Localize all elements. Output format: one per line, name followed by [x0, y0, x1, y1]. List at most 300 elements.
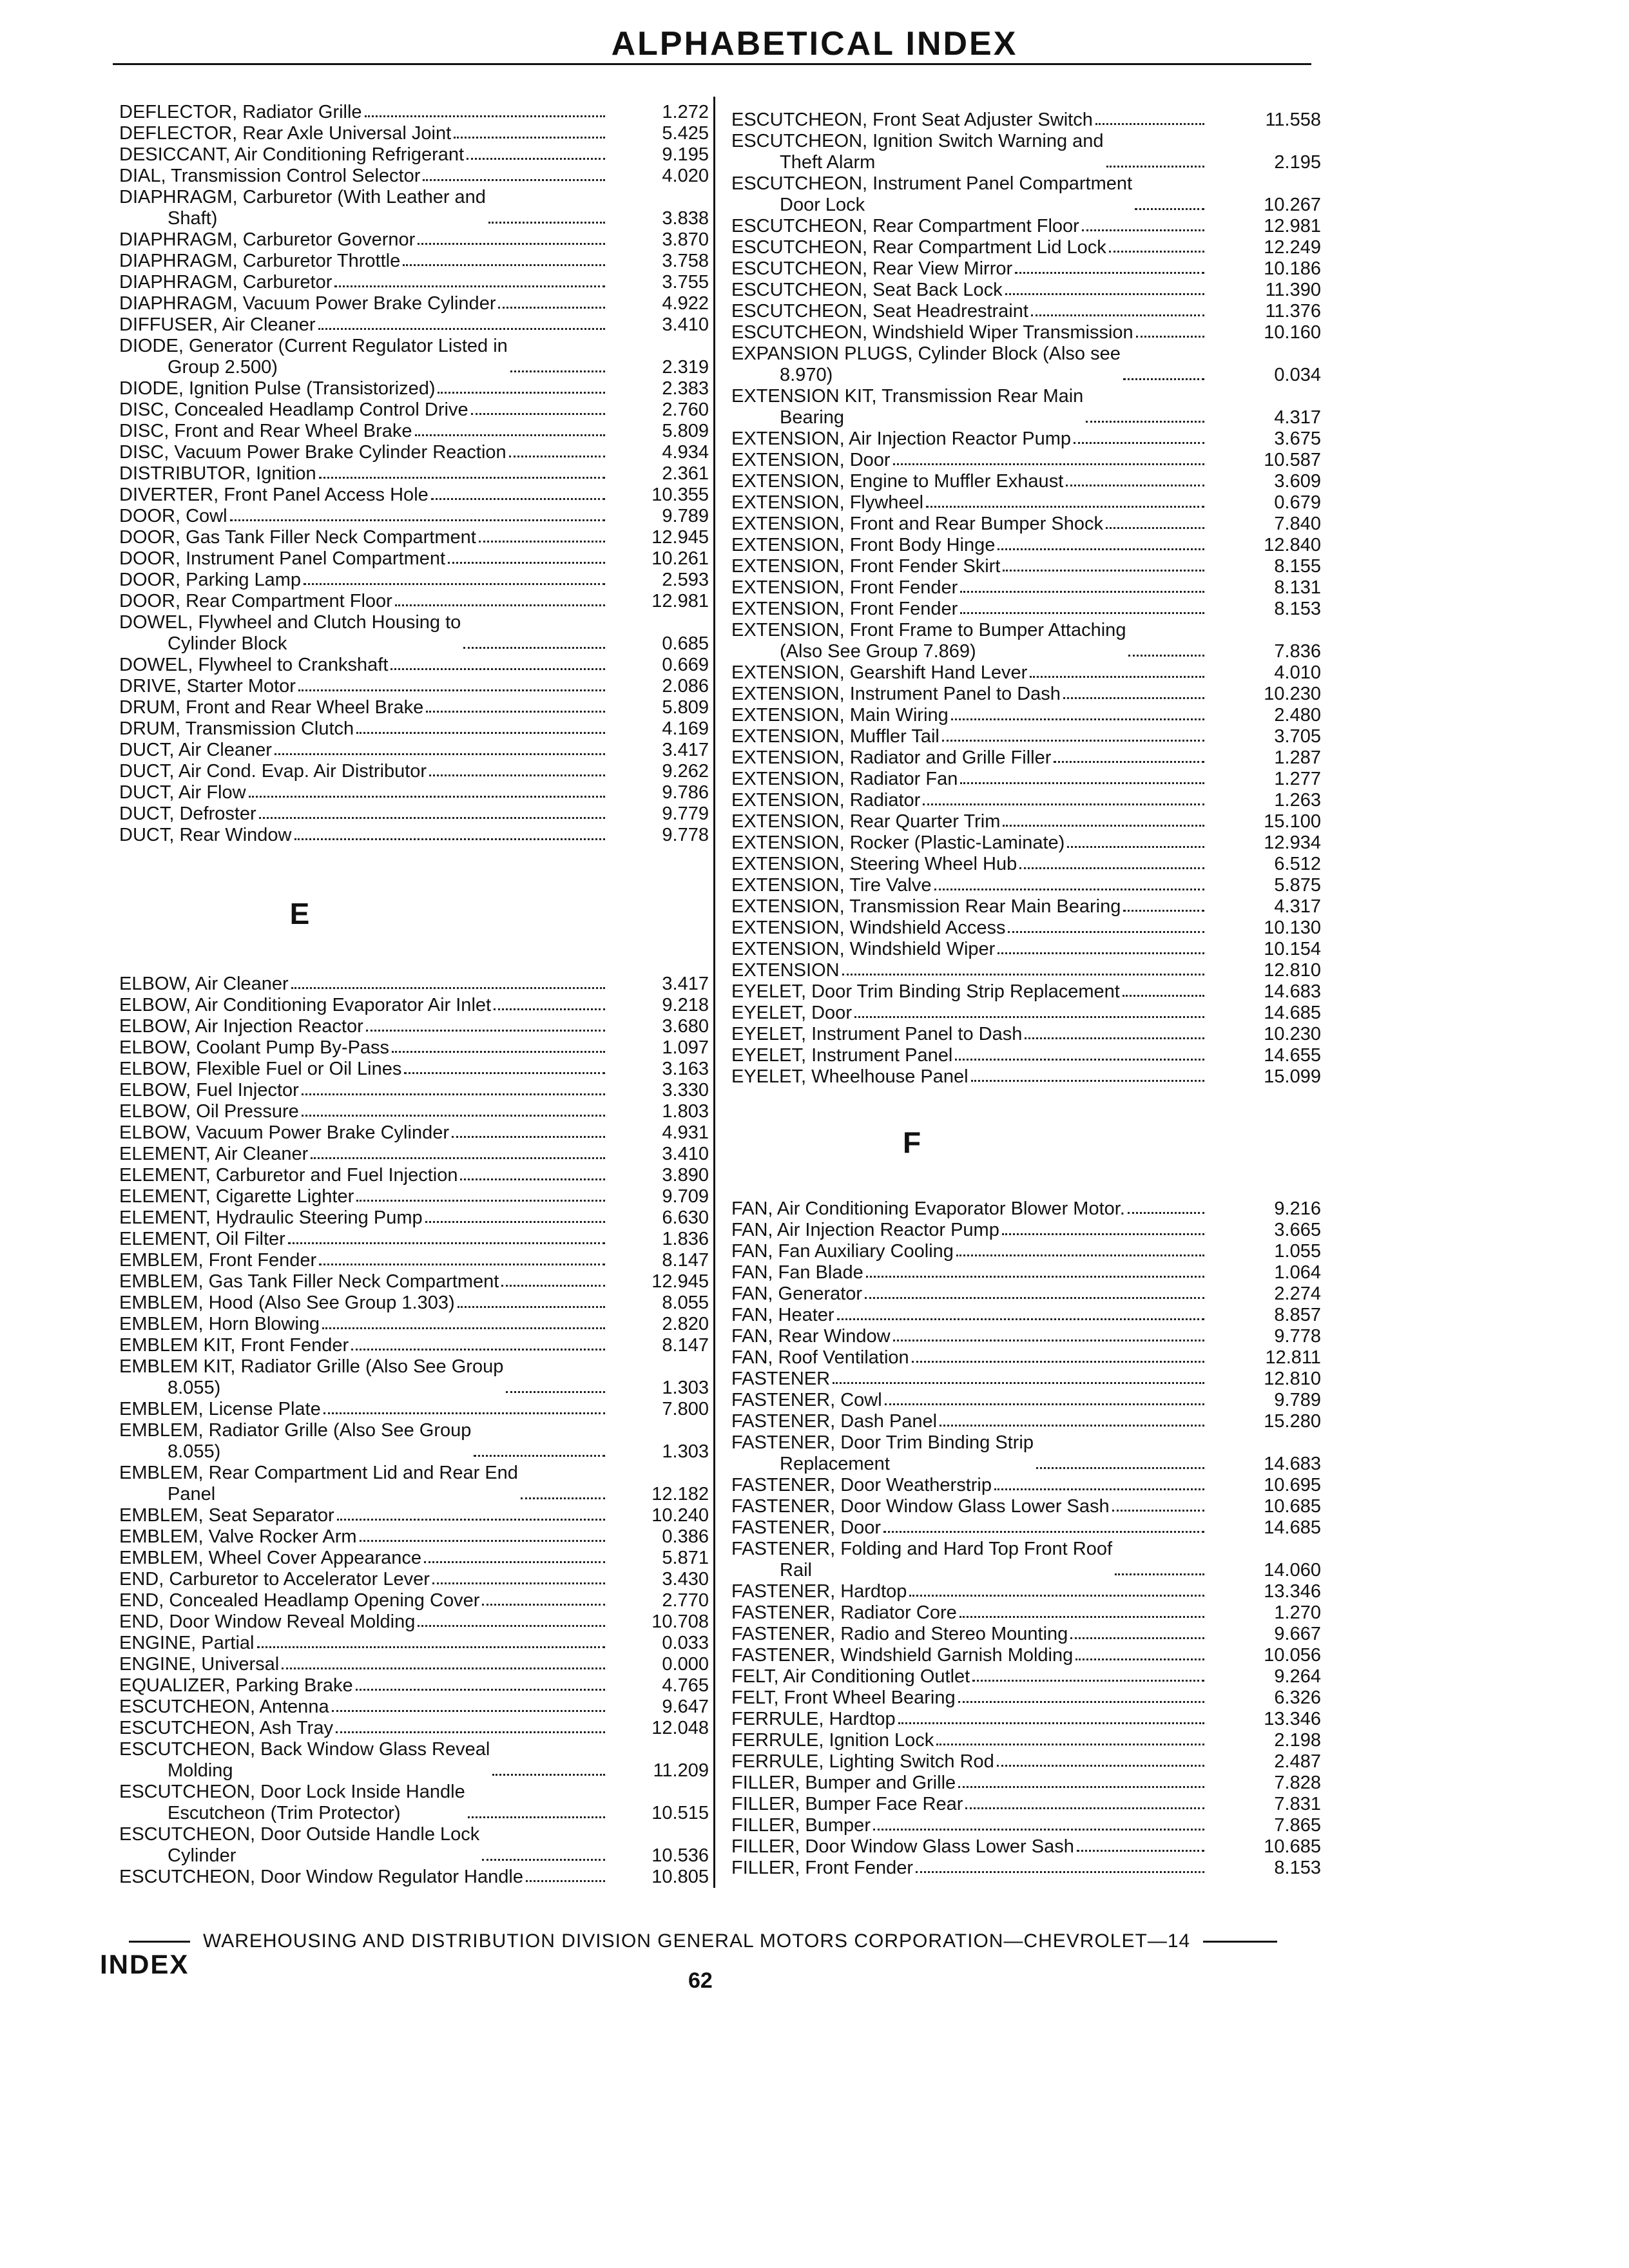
entry-name	[119, 314, 316, 336]
index-entry	[731, 1815, 1321, 1836]
group-number: 10.056	[1264, 1645, 1321, 1666]
entry-name-line: DUCT, Rear Window	[119, 825, 292, 845]
dot-leader	[337, 1519, 605, 1521]
entry-name-line: FAN, Fan Auxiliary Cooling	[731, 1241, 954, 1262]
entry-name	[731, 1602, 957, 1624]
index-entry	[119, 1016, 709, 1037]
index-entry	[731, 1024, 1321, 1045]
entry-name-line: EXTENSION, Instrument Panel to Dash	[731, 684, 1061, 704]
group-number: 4.020	[662, 166, 709, 186]
entry-name-line: EXTENSION, Steering Wheel Hub	[731, 854, 1017, 874]
index-entry	[731, 1283, 1321, 1305]
entry-name	[731, 854, 1017, 875]
entry-name	[119, 1463, 518, 1505]
group-number: 6.512	[1274, 854, 1321, 874]
group-number: 10.160	[1264, 322, 1321, 343]
dot-leader	[521, 1497, 605, 1499]
dot-leader	[319, 1264, 605, 1265]
dot-leader	[432, 1582, 605, 1584]
entry-name	[119, 144, 464, 166]
entry-name-line: FAN, Roof Ventilation	[731, 1347, 909, 1368]
group-number: 9.789	[1274, 1390, 1321, 1410]
index-entry	[731, 1390, 1321, 1411]
entry-name	[119, 102, 362, 123]
dot-leader	[854, 1016, 1204, 1018]
group-number: 4.922	[662, 293, 709, 314]
index-entry	[119, 336, 709, 378]
group-number: 12.048	[651, 1718, 709, 1738]
entry-name-line: DISC, Concealed Headlamp Control Drive	[119, 399, 468, 420]
group-number: 15.099	[1264, 1066, 1321, 1087]
index-entry	[731, 790, 1321, 811]
entry-name	[731, 450, 891, 471]
index-entry	[731, 110, 1321, 131]
index-entry	[119, 506, 709, 527]
entry-name-line: EXTENSION, Engine to Muffler Exhaust	[731, 471, 1064, 492]
entry-name	[731, 1198, 1125, 1220]
entry-name	[119, 1250, 316, 1271]
dot-leader	[294, 838, 606, 840]
group-number: 10.805	[651, 1867, 709, 1887]
entry-name-line: ELEMENT, Hydraulic Steering Pump	[119, 1207, 423, 1228]
index-entry	[119, 1548, 709, 1569]
dot-leader	[916, 1871, 1204, 1873]
entry-name	[731, 1045, 952, 1066]
entry-name-line: DISC, Front and Rear Wheel Brake	[119, 421, 412, 441]
dot-leader	[1003, 825, 1204, 827]
entry-name-line: FASTENER, Radio and Stereo Mounting	[731, 1624, 1068, 1644]
dot-leader	[885, 1403, 1204, 1405]
dot-leader	[1123, 910, 1204, 912]
entry-name	[731, 1687, 956, 1709]
dot-leader	[833, 1382, 1204, 1384]
dot-leader	[1031, 314, 1204, 316]
group-number: 0.669	[662, 655, 709, 675]
entry-name	[119, 803, 256, 825]
index-entry	[731, 769, 1321, 790]
entry-name-line: FILLER, Bumper and Grille	[731, 1773, 956, 1793]
entry-name	[731, 726, 940, 747]
index-entry	[119, 187, 709, 229]
dot-leader	[298, 689, 605, 691]
entry-name-continuation: Shaft)	[168, 208, 218, 229]
group-number: 9.778	[662, 825, 709, 845]
group-number: 9.218	[662, 995, 709, 1015]
group-number: 15.100	[1264, 811, 1321, 832]
group-number: 2.383	[662, 378, 709, 399]
entry-name-line: FERRULE, Lighting Switch Rod	[731, 1751, 994, 1772]
dot-leader	[1019, 867, 1204, 869]
dot-leader	[866, 1276, 1204, 1278]
entry-name	[731, 1024, 1022, 1045]
entry-name-line: END, Concealed Headlamp Opening Cover	[119, 1590, 480, 1611]
entry-name-line: ESCUTCHEON, Door Window Regulator Handle	[119, 1867, 523, 1887]
entry-name	[119, 378, 435, 399]
index-entry	[731, 216, 1321, 237]
entry-name	[119, 1420, 471, 1463]
group-number: 1.272	[662, 102, 709, 122]
spacer	[119, 846, 709, 896]
group-number: 5.875	[1274, 875, 1321, 896]
dot-leader	[322, 1327, 605, 1329]
index-entry	[731, 450, 1321, 471]
entry-name-line: ELBOW, Fuel Injector	[119, 1080, 299, 1100]
dot-leader	[492, 1774, 605, 1776]
entry-name	[119, 995, 491, 1016]
dot-leader	[940, 1425, 1204, 1427]
entry-name-line: FAN, Air Injection Reactor Pump	[731, 1220, 999, 1240]
index-entry	[119, 782, 709, 803]
entry-name-line: EXTENSION, Muffler Tail	[731, 726, 940, 747]
entry-name-line: DEFLECTOR, Radiator Grille	[119, 102, 362, 122]
dot-leader	[893, 1340, 1204, 1341]
entry-name-line: EXTENSION, Radiator Fan	[731, 769, 958, 789]
entry-name	[119, 1080, 299, 1101]
entry-name	[731, 662, 1027, 684]
dot-leader	[454, 137, 605, 139]
entry-name-line: EXTENSION, Front Fender	[731, 577, 958, 598]
index-entry	[731, 918, 1321, 939]
entry-name-line: ELEMENT, Cigarette Lighter	[119, 1186, 354, 1207]
group-number: 9.789	[662, 506, 709, 526]
group-number: 7.828	[1274, 1773, 1321, 1793]
dot-leader	[474, 1455, 605, 1457]
dot-leader	[1082, 229, 1204, 231]
entry-name-line: DRUM, Transmission Clutch	[119, 718, 354, 739]
group-number: 14.060	[1264, 1560, 1321, 1581]
index-entry	[119, 1867, 709, 1888]
index-entry	[731, 1347, 1321, 1369]
entry-name	[731, 1581, 907, 1602]
dot-leader	[467, 158, 605, 160]
group-number: 0.679	[1274, 492, 1321, 513]
spacer	[731, 1088, 1321, 1125]
entry-name-line: ESCUTCHEON, Rear Compartment Lid Lock	[731, 237, 1106, 258]
dot-leader	[1136, 336, 1204, 338]
dot-leader	[438, 392, 605, 394]
dot-leader	[482, 1859, 605, 1861]
entry-name	[119, 336, 508, 378]
group-number: 2.487	[1274, 1751, 1321, 1772]
entry-name	[731, 811, 1000, 832]
dot-leader	[965, 1807, 1204, 1809]
group-number: 12.810	[1264, 1369, 1321, 1389]
entry-name-line: EXTENSION, Flywheel	[731, 492, 924, 513]
dot-leader	[960, 612, 1204, 614]
index-entry	[731, 1858, 1321, 1879]
group-number: 5.809	[662, 421, 709, 441]
entry-name-line: FAN, Rear Window	[731, 1326, 891, 1347]
index-entry	[731, 1624, 1321, 1645]
dot-leader	[424, 1561, 605, 1563]
index-entry	[119, 995, 709, 1016]
index-entry	[119, 1144, 709, 1165]
entry-name-line: FASTENER, Door Window Glass Lower Sash	[731, 1496, 1110, 1517]
dot-leader	[1123, 378, 1204, 380]
entry-name	[119, 1101, 299, 1122]
index-entry	[731, 1045, 1321, 1066]
index-entry	[119, 1335, 709, 1356]
group-number: 4.765	[662, 1675, 709, 1696]
index-entry	[119, 527, 709, 548]
dot-leader	[418, 1625, 605, 1627]
dot-leader	[958, 1786, 1204, 1788]
dot-leader	[1074, 442, 1204, 444]
entry-name	[119, 1165, 458, 1186]
entry-name	[731, 1794, 963, 1815]
entry-name	[731, 131, 1104, 173]
entry-name	[731, 620, 1126, 662]
index-entry	[731, 896, 1321, 918]
group-number: 13.346	[1264, 1581, 1321, 1602]
group-number: 15.280	[1264, 1411, 1321, 1432]
dot-leader	[494, 1008, 605, 1010]
entry-name	[731, 1241, 954, 1262]
group-number: 9.667	[1274, 1624, 1321, 1644]
dot-leader	[509, 456, 605, 457]
entry-name-line: FASTENER, Folding and Hard Top Front Roof	[731, 1539, 1113, 1559]
entry-name-line: FASTENER, Radiator Core	[731, 1602, 957, 1623]
index-entry	[119, 442, 709, 463]
entry-name	[119, 1186, 354, 1207]
group-number: 11.209	[653, 1760, 709, 1781]
entry-name-line: DOOR, Gas Tank Filler Neck Compartment	[119, 527, 476, 548]
dot-leader	[1063, 697, 1204, 699]
entry-name	[119, 1229, 285, 1250]
entry-name	[731, 237, 1106, 258]
index-entry	[731, 1475, 1321, 1496]
dot-leader	[323, 1412, 605, 1414]
entry-name-line: ESCUTCHEON, Rear Compartment Floor	[731, 216, 1079, 236]
entry-name	[731, 173, 1132, 216]
entry-name	[119, 1739, 490, 1782]
dot-leader	[959, 1616, 1204, 1618]
entry-name	[731, 918, 1005, 939]
group-number: 1.270	[1274, 1602, 1321, 1623]
index-entry	[119, 1165, 709, 1186]
index-entry	[731, 173, 1321, 216]
entry-name	[119, 1867, 523, 1888]
index-entry	[731, 1517, 1321, 1539]
group-number: 1.277	[1274, 769, 1321, 789]
dot-leader	[482, 1604, 605, 1606]
entry-name-line: ELEMENT, Air Cleaner	[119, 1144, 309, 1164]
group-number: 8.857	[1274, 1305, 1321, 1325]
dot-leader	[282, 1667, 605, 1669]
entry-name	[731, 280, 1003, 301]
index-entry	[119, 1569, 709, 1590]
index-entry	[731, 1262, 1321, 1283]
entry-name	[119, 1122, 449, 1144]
group-number: 1.836	[662, 1229, 709, 1249]
group-number: 7.836	[1274, 641, 1321, 662]
dot-leader	[510, 370, 605, 372]
entry-name	[731, 1475, 992, 1496]
group-number: 9.262	[662, 761, 709, 782]
index-entry	[119, 1207, 709, 1229]
entry-name-line: ELBOW, Air Injection Reactor	[119, 1016, 363, 1037]
index-entry	[119, 1399, 709, 1420]
group-number: 9.786	[662, 782, 709, 803]
group-number: 2.770	[662, 1590, 709, 1611]
group-number: 0.685	[662, 633, 709, 654]
index-entry	[119, 1186, 709, 1207]
group-number: 9.709	[662, 1186, 709, 1207]
index-entry	[119, 1696, 709, 1718]
index-entry	[731, 832, 1321, 854]
entry-name-continuation: 8.970)	[780, 365, 833, 385]
index-entry	[119, 1271, 709, 1293]
index-entry	[731, 1751, 1321, 1773]
entry-name-line: DUCT, Air Cleaner	[119, 740, 272, 760]
group-number: 1.263	[1274, 790, 1321, 811]
dot-leader	[526, 1880, 605, 1882]
index-entry	[731, 322, 1321, 343]
entry-name-line: ESCUTCHEON, Door Lock Inside Handle	[119, 1782, 465, 1802]
group-number: 12.249	[1264, 237, 1321, 258]
entry-name-line: ELBOW, Air Conditioning Evaporator Air Inlet	[119, 995, 492, 1015]
index-entry	[119, 1824, 709, 1867]
group-number: 8.155	[1274, 556, 1321, 577]
dot-leader	[951, 718, 1204, 720]
entry-name	[119, 655, 388, 676]
dot-leader	[230, 519, 605, 521]
entry-name	[731, 110, 1093, 131]
entry-name-line: EXTENSION, Front Fender Skirt	[731, 556, 1001, 577]
group-number: 2.086	[662, 676, 709, 697]
group-number: 4.931	[662, 1122, 709, 1143]
group-number: 0.033	[662, 1633, 709, 1653]
group-number: 4.010	[1274, 662, 1321, 683]
index-entry	[731, 237, 1321, 258]
index-entry	[119, 1718, 709, 1739]
group-number: 3.417	[662, 974, 709, 994]
footer-dash-left	[129, 1941, 190, 1943]
group-number: 3.758	[662, 251, 709, 271]
entry-name-line: FASTENER, Windshield Garnish Molding	[731, 1645, 1074, 1666]
index-entry	[731, 343, 1321, 386]
dot-leader	[257, 1646, 606, 1648]
entry-name-line: DUCT, Air Flow	[119, 782, 246, 803]
group-number: 7.865	[1274, 1815, 1321, 1836]
entry-name	[731, 1347, 909, 1369]
entry-name	[731, 769, 958, 790]
group-number: 3.705	[1274, 726, 1321, 747]
group-number: 10.267	[1264, 195, 1321, 215]
group-number: 12.945	[651, 1271, 709, 1292]
index-entry	[731, 301, 1321, 322]
index-entry	[731, 1003, 1321, 1024]
group-number: 10.230	[1264, 1024, 1321, 1044]
entry-name-line: DRUM, Front and Rear Wheel Brake	[119, 697, 424, 718]
entry-name-continuation: Molding	[168, 1760, 233, 1781]
f-entries-list	[731, 1198, 1321, 1879]
group-number: 9.195	[662, 144, 709, 165]
entry-name	[119, 740, 272, 761]
entry-name-line: ESCUTCHEON, Door Outside Handle Lock	[119, 1824, 480, 1845]
group-number: 0.034	[1274, 365, 1321, 385]
index-entry	[731, 1666, 1321, 1687]
entry-name-line: DUCT, Air Cond. Evap. Air Distributor	[119, 761, 427, 782]
group-number: 4.934	[662, 442, 709, 463]
group-number: 14.683	[1264, 1454, 1321, 1474]
group-number: 14.685	[1264, 1003, 1321, 1023]
index-entry	[731, 1432, 1321, 1475]
entry-name	[119, 974, 289, 995]
dot-leader	[395, 604, 605, 606]
index-entry	[731, 280, 1321, 301]
section-letter-e: E	[289, 897, 310, 930]
entry-name	[731, 875, 932, 896]
entry-name-line: ESCUTCHEON, Back Window Glass Reveal	[119, 1739, 490, 1760]
entry-name-line: DISTRIBUTOR, Ignition	[119, 463, 316, 484]
group-number: 9.264	[1274, 1666, 1321, 1687]
e-entries-list	[119, 974, 709, 1888]
dot-leader	[448, 562, 605, 564]
group-number: 6.326	[1274, 1687, 1321, 1708]
entry-name	[731, 322, 1133, 343]
entry-name-line: FELT, Air Conditioning Outlet	[731, 1666, 970, 1687]
index-entry	[731, 960, 1321, 981]
entry-name-continuation: 8.055)	[168, 1441, 221, 1462]
entry-name	[119, 1675, 353, 1696]
dot-leader	[1109, 251, 1204, 253]
entry-name	[119, 825, 292, 846]
page-title: ALPHABETICAL INDEX	[611, 25, 1018, 62]
entry-name-line: DIAPHRAGM, Carburetor Governor	[119, 229, 416, 250]
dot-leader	[392, 1051, 605, 1053]
index-entry	[119, 676, 709, 697]
index-entry	[119, 612, 709, 655]
group-number: 3.430	[662, 1569, 709, 1590]
entry-name-line: FASTENER, Door Trim Binding Strip	[731, 1432, 1034, 1453]
index-entry	[119, 740, 709, 761]
dot-leader	[259, 817, 605, 819]
group-number: 12.945	[651, 527, 709, 548]
entry-name-line: EMBLEM, Radiator Grille (Also See Group	[119, 1420, 472, 1441]
group-number: 5.425	[662, 123, 709, 144]
entry-name	[731, 981, 1120, 1003]
index-entry	[119, 1505, 709, 1526]
index-entry	[119, 123, 709, 144]
index-label: INDEX	[100, 1949, 189, 1979]
entry-name	[731, 684, 1061, 705]
entry-name	[119, 1824, 479, 1867]
entry-name-line: ELEMENT, Carburetor and Fuel Injection	[119, 1165, 458, 1186]
entry-name-line: FILLER, Bumper	[731, 1815, 871, 1836]
entry-name-line: EXTENSION, Front and Rear Bumper Shock	[731, 514, 1103, 534]
entry-name	[731, 599, 958, 620]
entry-name-line: DIFFUSER, Air Cleaner	[119, 314, 316, 335]
entry-name-continuation: (Also See Group 7.869)	[780, 641, 976, 662]
footer-text: WAREHOUSING AND DISTRIBUTION DIVISION GENERAL MOTORS CORPORATION—CHEVROLET—14	[203, 1930, 1191, 1952]
footer-dash-right	[1203, 1941, 1277, 1943]
index-entry	[119, 229, 709, 251]
entry-name-continuation: Theft Alarm	[780, 152, 876, 173]
dot-leader	[956, 1254, 1204, 1256]
entry-name-line: EXTENSION KIT, Transmission Rear Main	[731, 386, 1084, 407]
entry-name-line: FILLER, Bumper Face Rear	[731, 1794, 963, 1814]
group-number: 1.803	[662, 1101, 709, 1122]
entry-name-line: DOOR, Rear Compartment Floor	[119, 591, 392, 611]
group-number: 9.778	[1274, 1326, 1321, 1347]
entry-name-continuation: Group 2.500)	[168, 357, 278, 378]
entry-name	[731, 301, 1028, 322]
entry-name	[731, 1432, 1034, 1475]
entry-name-line: EMBLEM, Horn Blowing	[119, 1314, 320, 1334]
index-entry	[119, 591, 709, 612]
index-entry	[731, 1220, 1321, 1241]
